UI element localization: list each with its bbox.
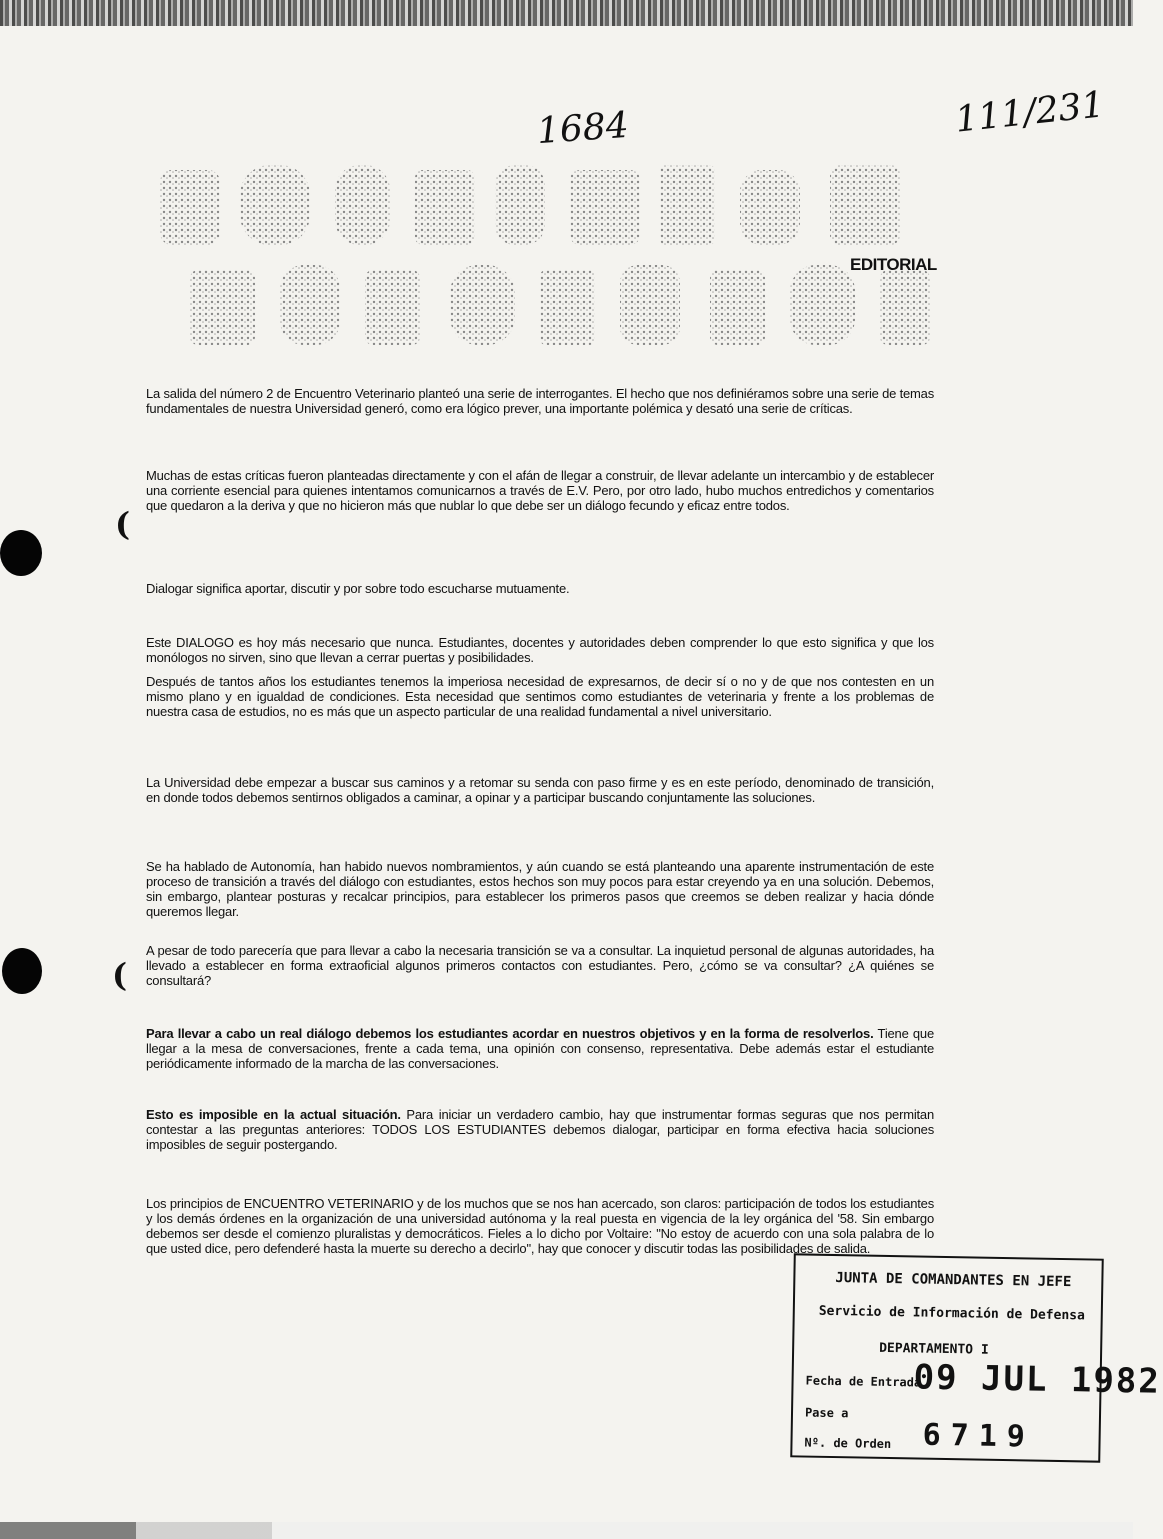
handwritten-number: 1684 [535, 104, 630, 153]
masthead-graphic [150, 150, 950, 355]
article-paragraph: Muchas de estas críticas fueron planteadas directamente y con el afán de llegar a construir, de llevar adelante un intercambio y de establecer una corriente esencial para quienes intentamos comunicarnos a través de E.V. Pero, por otro lado, hubo muchos entredichos y comentarios que quedaron a la deriva y que no hicieron más que nublar lo que debe ser un diálogo fecundo y eficaz entre todos. [146, 468, 934, 513]
article-paragraph: Esto es imposible en la actual situación. Para iniciar un verdadero cambio, hay que instrumentar formas seguras que nos permitan contestar a las preguntas anteriores: TODOS LOS ESTUDIANTES debemos dialogar, participar en forma efectiva hacia soluciones imposibles de seguir postergando. [146, 1107, 934, 1152]
paragraph-lead: Esto es imposible en la actual situación. [146, 1107, 401, 1122]
registration-stamp [790, 1253, 1162, 1462]
scan-noise-top [0, 0, 1133, 26]
paragraph-lead: Para llevar a cabo un real diálogo debemos los estudiantes acordar en nuestros objetivos y en la forma de resolverlos. [146, 1026, 874, 1041]
article-paragraph: Se ha hablado de Autonomía, han habido nuevos nombramientos, y aún cuando se está planteando una aparente instrumentación de este proceso de transición a través del diálogo con estudiantes, estos hechos son muy pocos para estar creyendo ya en una solución. Debemos, sin embargo, plantear posturas y recalcar principios, para establecer los primeros pasos que creemos se deben realizar y hacia dónde queremos llegar. [146, 859, 934, 919]
stamp-order-label: Nº. de Orden [804, 1435, 892, 1452]
article-paragraph: A pesar de todo parecería que para llevar a cabo la necesaria transición se va a consultar. La inquietud personal de algunas autoridades, ha llevado a establecer en forma extraoficial algunos primeros contactos con estudiantes. Pero, ¿cómo se va consultar? ¿A quiénes se consultará? [146, 943, 934, 988]
stamp-order-value: 6719 [922, 1417, 1036, 1455]
punch-hole-mark [2, 948, 42, 994]
handwritten-reference: 111/231 [953, 84, 1107, 141]
article-paragraph: La Universidad debe empezar a buscar sus caminos y a retomar su senda con paso firme y es en este período, denominado de transición, en donde todos debemos sentirnos obligados a caminar, a opinar y a participar buscando conjuntamente las soluciones. [146, 775, 934, 805]
stamp-date-value: 09 JUL 1982 [913, 1357, 1162, 1402]
article-paragraph: Los principios de ENCUENTRO VETERINARIO y de los muchos que se nos han acercado, son claros: participación de todos los estudiantes y los demás órdenes en la organización de una universidad autónoma y la real puesta en vigencia de la ley orgánica del '58. Sin embargo debemos ser desde el comienzo pluralistas y democráticos. Fieles a lo dicho por Voltaire: "No estoy de acuerdo con una sola palabra de lo que usted dice, pero defenderé hasta la muerte su derecho a decirlo", hay que conocer y discutir todas las posibilidades de salida. [146, 1196, 934, 1256]
article-paragraph: Este DIALOGO es hoy más necesario que nunca. Estudiantes, docentes y autoridades deben comprender lo que esto significa y que los monólogos no sirven, sino que llevan a cerrar puertas y posibilidades. [146, 635, 934, 665]
article-paragraph: La salida del número 2 de Encuentro Veterinario planteó una serie de interrogantes. El hecho que nos definiéramos sobre una serie de temas fundamentales de nuestra Universidad generó, como era lógico prever, una importante polémica y desató una serie de críticas. [146, 386, 934, 416]
article-paragraph: Dialogar significa aportar, discutir y por sobre todo escucharse mutuamente. [146, 581, 570, 596]
stamp-service: Servicio de Información de Defensa [818, 1303, 1085, 1324]
punch-hole-mark [0, 530, 42, 576]
stamp-date-label: Fecha de Entrada [805, 1373, 922, 1390]
margin-bracket-mark: ( [112, 956, 128, 994]
article-paragraph: Después de tantos años los estudiantes tenemos la imperiosa necesidad de expresarnos, de decir sí o no y de que nos contesten en un mismo plano y en igualdad de condiciones. Esta necesidad que sentimos como estudiantes de veterinaria y frente a los problemas de nuestra casa de estudios, no es más que un aspecto particular de una realidad fundamental a nivel universitario. [146, 674, 934, 719]
margin-bracket-mark: ( [115, 505, 131, 543]
scan-noise-bottom [0, 1522, 1133, 1539]
article-paragraph: Para llevar a cabo un real diálogo debemos los estudiantes acordar en nuestros objetivos y en la forma de resolverlos. Tiene que llegar a la mesa de conversaciones, frente a cada tema, una opinión con consenso, representativa. Debe además estar el estudiante periódicamente informado de la marcha de las conversaciones. [146, 1026, 934, 1071]
stamp-pass-label: Pase a [804, 1405, 849, 1421]
section-label: EDITORIAL [850, 255, 937, 274]
stamp-organization: JUNTA DE COMANDANTES EN JEFE [835, 1270, 1072, 1291]
stamp-department: DEPARTAMENTO I [879, 1340, 989, 1358]
